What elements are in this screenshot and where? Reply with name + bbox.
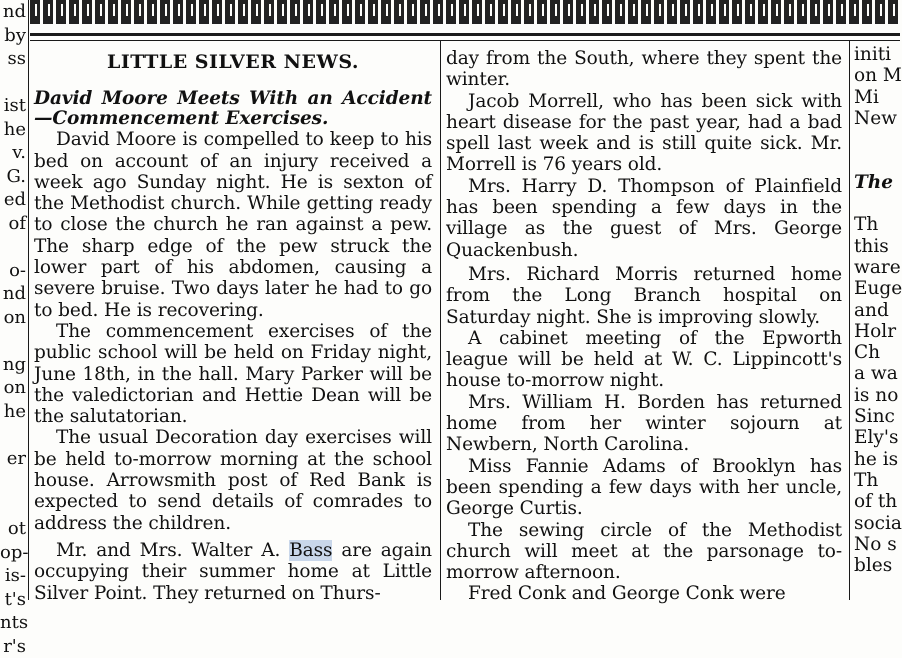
left-column-fragments xyxy=(0,0,26,600)
right-fragment-line: is no xyxy=(854,385,900,406)
paragraph-borden: Mrs. William H. Borden has returned home from her winter sojourn at Newbern, North Carolina. xyxy=(446,392,842,456)
left-fragment-line: r's xyxy=(0,635,26,658)
right-fragment-line: on M xyxy=(854,65,900,86)
left-fragment-line: ot xyxy=(0,517,26,541)
left-fragment-line: v. xyxy=(0,141,26,165)
paragraph-commencement: The commencement exercises of the public school will be held on Friday night, June 18th, in the hall. Mary Parker will be the valedictorian and Hettie Dean will be the salutatorian. xyxy=(34,321,432,427)
text-after-highlight: are again occupying their summer home at Little Silver Point. They returned on Thurs- xyxy=(34,540,432,604)
right-fragment-line: Ely's xyxy=(854,427,900,448)
left-fragment-line xyxy=(0,423,26,447)
right-fragment-line: a wa xyxy=(854,363,900,384)
right-fragment-line: and xyxy=(854,300,900,321)
left-fragment-line: ss xyxy=(0,47,26,71)
paragraph-bass-family xyxy=(34,540,432,604)
right-fragment-line: Euge xyxy=(854,278,900,299)
column-rule-right xyxy=(849,40,850,600)
paragraph-david-moore: David Moore is compelled to keep to his bed on account of an injury received a week ago Sunday night. He is sexton of the Methodist church. While getting ready to close the church he ran against a pew. The sharp edge of the pew struck the lower part of his abdomen, causing a severe bruise. Two days later he had to go to bed. He is recovering. xyxy=(34,129,432,321)
paragraph-decoration-day: The usual Decoration day exercises will be held to-morrow morning at the school house. Arrowsmith post of Red Bank is expected to send details of comrades to address the children. xyxy=(34,427,432,533)
right-fragment-line: The xyxy=(854,172,900,193)
right-fragment-line: Sinc xyxy=(854,406,900,427)
left-fragment-line: on xyxy=(0,376,26,400)
left-fragment-line: by xyxy=(0,24,26,48)
paragraph-morris: Mrs. Richard Morris returned home from the Long Branch hospital on Saturday night. She is improving slowly. xyxy=(446,264,842,328)
text-before-highlight: Mr. and Mrs. Walter A. xyxy=(56,540,289,561)
left-fragment-line: o- xyxy=(0,259,26,283)
left-fragment-line: is- xyxy=(0,564,26,588)
right-fragment-line xyxy=(854,150,900,171)
left-fragment-line: on xyxy=(0,306,26,330)
left-fragment-line: nd xyxy=(0,282,26,306)
column-rule-left xyxy=(28,0,29,600)
left-fragment-line xyxy=(0,329,26,353)
right-fragment-line: this xyxy=(854,236,900,257)
right-fragment-line: bles xyxy=(854,555,900,576)
left-fragment-line: ist xyxy=(0,94,26,118)
column-little-silver-news xyxy=(34,40,432,604)
left-fragment-line: G. xyxy=(0,165,26,189)
left-fragment-line xyxy=(0,470,26,494)
article-headline: LITTLE SILVER NEWS. xyxy=(34,52,432,73)
left-fragment-line: ed xyxy=(0,188,26,212)
paragraph-epworth: A cabinet meeting of the Epworth league will be held at W. C. Lippincott's house to-morrow night. xyxy=(446,328,842,392)
right-column-fragments xyxy=(854,44,900,576)
paragraph-thompson: Mrs. Harry D. Thompson of Plainfield has been spending a few days in the village as the guest of Mrs. George Quackenbush. xyxy=(446,176,842,261)
right-fragment-line: Holr xyxy=(854,321,900,342)
column-rule-middle xyxy=(440,40,441,600)
left-fragment-line: of xyxy=(0,212,26,236)
paragraph-sewing-circle: The sewing circle of the Methodist church will meet at the parsonage to-morrow afternoon. xyxy=(446,520,842,584)
right-fragment-line: socia xyxy=(854,513,900,534)
paragraph-conk: Fred Conk and George Conk were xyxy=(446,583,842,604)
left-fragment-line: ng xyxy=(0,353,26,377)
paragraph-adams: Miss Fannie Adams of Brooklyn has been spending a few days with her uncle, George Curtis. xyxy=(446,456,842,520)
right-fragment-line: No s xyxy=(854,534,900,555)
right-fragment-line: Th xyxy=(854,470,900,491)
right-fragment-line: ware xyxy=(854,257,900,278)
column-continued xyxy=(446,48,842,605)
right-fragment-line: Th xyxy=(854,214,900,235)
left-fragment-line xyxy=(0,494,26,518)
paragraph-jacob-morrell: Jacob Morrell, who has been sick with heart disease for the past year, had a bad spell last week and is still quite sick. Mr. Morrell is 76 years old. xyxy=(446,91,842,176)
left-fragment-line: er xyxy=(0,447,26,471)
paragraph-continued: day from the South, where they spent the winter. xyxy=(446,48,842,91)
article-subhead: David Moore Meets With an Accident—Commencement Exercises. xyxy=(34,89,432,129)
left-fragment-line: he xyxy=(0,118,26,142)
highlighted-search-term: Bass xyxy=(289,540,332,561)
ornamental-border xyxy=(30,0,900,24)
right-fragment-line: New xyxy=(854,108,900,129)
left-fragment-line: t's xyxy=(0,588,26,612)
left-fragment-line: op- xyxy=(0,541,26,565)
left-fragment-line: nd xyxy=(0,0,26,24)
left-fragment-line: he xyxy=(0,400,26,424)
right-fragment-line: initi xyxy=(854,44,900,65)
right-fragment-line: Mi xyxy=(854,87,900,108)
right-fragment-line xyxy=(854,193,900,214)
left-fragment-line: nts xyxy=(0,611,26,635)
left-fragment-line xyxy=(0,71,26,95)
right-fragment-line: Ch xyxy=(854,342,900,363)
header-rule xyxy=(30,33,900,36)
right-fragment-line: of th xyxy=(854,491,900,512)
left-fragment-line xyxy=(0,235,26,259)
right-fragment-line: he is xyxy=(854,449,900,470)
right-fragment-line xyxy=(854,129,900,150)
